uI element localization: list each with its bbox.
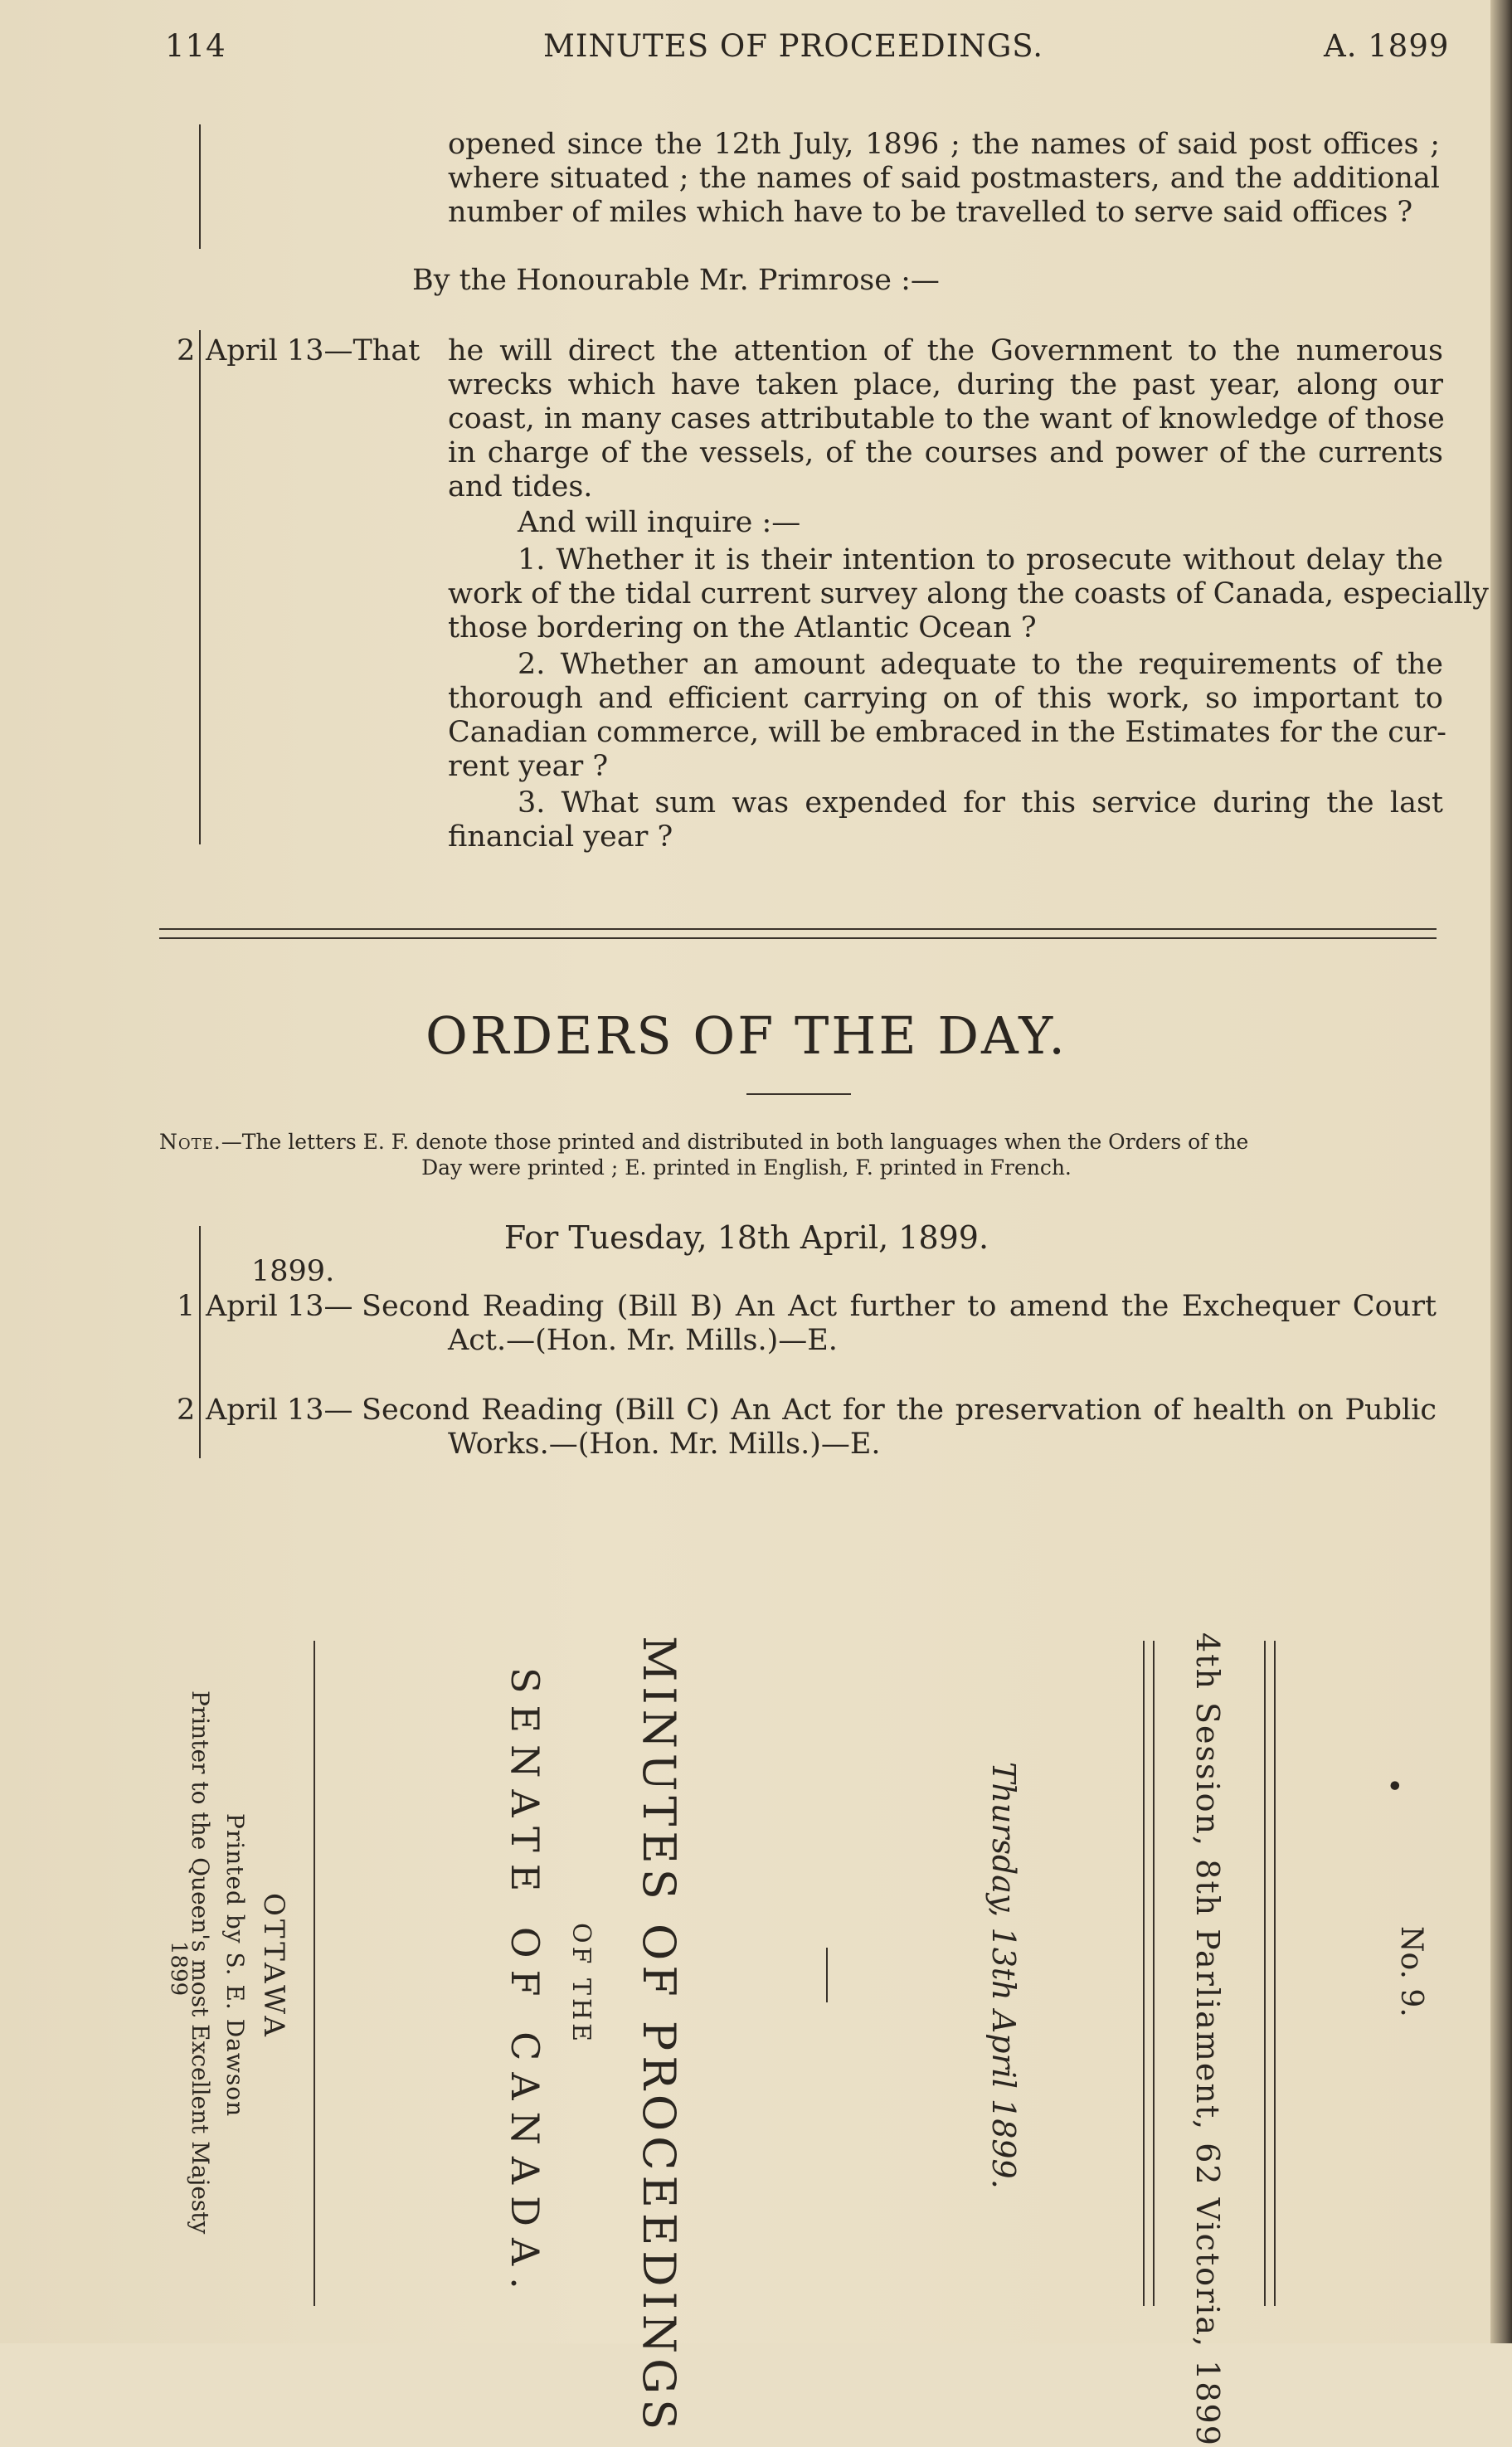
cover-printed-by: Printed by S. E. Dawson <box>221 1813 249 2118</box>
running-title: MINUTES OF PROCEEDINGS. <box>543 28 1044 64</box>
cover-rule <box>1153 1641 1155 2306</box>
orders-year: 1899. <box>251 1255 335 1288</box>
cover-printer-to: Printer to the Queen's most Excellent Majesty <box>187 1691 214 2235</box>
order-number: 1 <box>177 1290 196 1323</box>
primrose-intro: By the Honourable Mr. Primrose :— <box>412 264 940 297</box>
notice-number: 2 <box>177 334 196 367</box>
question-1-line: those bordering on the Atlantic Ocean ? <box>448 611 1037 645</box>
margin-rule <box>199 124 201 249</box>
question-3-line: 3. What sum was expended for this service during the last <box>518 786 1443 820</box>
cover-number: No. 9. <box>1394 1926 1428 2017</box>
book-spine-shadow <box>1490 0 1512 2343</box>
cover-title: MINUTES OF PROCEEDINGS <box>633 1636 685 2435</box>
question-1-line: work of the tidal current survey along the coasts of Canada, especially <box>448 577 1489 611</box>
note-line-2: Day were printed ; E. printed in English, F. printed in French. <box>421 1155 1072 1180</box>
order-text-cont: Act.—(Hon. Mr. Mills.)—E. <box>448 1324 838 1357</box>
short-rule <box>746 1093 851 1095</box>
question-2-line: 2. Whether an amount adequate to the requirements of the <box>518 648 1443 681</box>
cover-short-rule <box>826 1948 828 2002</box>
divider-rule <box>159 928 1437 930</box>
text-line: where situated ; the names of said postmasters, and the additional <box>448 162 1440 195</box>
margin-rule <box>199 1226 201 1458</box>
note-text: —The letters E. F. denote those printed and distributed in both languages when the Orders of the <box>221 1130 1249 1154</box>
page-number: 114 <box>165 28 226 64</box>
divider-rule <box>159 937 1437 939</box>
cover-of-the: OF THE <box>566 1923 596 2046</box>
question-2-line: Canadian commerce, will be embraced in the Estimates for the cur- <box>448 716 1446 749</box>
question-2-line: thorough and efficient carrying on of this work, so important to <box>448 682 1443 715</box>
order-date: April 13— <box>206 1290 353 1323</box>
cover-session: 4th Session, 8th Parliament, 62 Victoria, 1899 <box>1189 1632 1226 2447</box>
order-text: Second Reading (Bill B) An Act further to amend the Exchequer Court <box>362 1290 1437 1323</box>
order-text-cont: Works.—(Hon. Mr. Mills.)—E. <box>448 1428 881 1461</box>
cover-rule <box>1143 1641 1145 2306</box>
cover-rule <box>1264 1641 1266 2306</box>
order-date: April 13— <box>206 1394 353 1427</box>
cover-printer-year: 1899 <box>166 1941 191 1997</box>
question-1-line: 1. Whether it is their intention to prosecute without delay the <box>518 543 1443 576</box>
cover-rule <box>314 1641 315 2306</box>
text-line: in charge of the vessels, of the courses and power of the currents <box>448 436 1443 469</box>
text-line: opened since the 12th July, 1896 ; the names of said post offices ; <box>448 128 1440 161</box>
cover-date: Thursday, 13th April 1899. <box>985 1762 1022 2189</box>
text-line: and tides. <box>448 470 593 504</box>
text-line: coast, in many cases attributable to the want of knowledge of those <box>448 402 1445 435</box>
cover-bullet: • <box>1376 1777 1410 1795</box>
cover-senate: SENATE OF CANADA. <box>503 1667 547 2301</box>
header-year: A. 1899 <box>1324 28 1450 64</box>
note-line-1 <box>159 1130 1248 1155</box>
order-text: Second Reading (Bill C) An Act for the preservation of health on Public <box>362 1394 1437 1427</box>
text-line: number of miles which have to be travelled to serve said offices ? <box>448 196 1413 229</box>
cover-city: OTTAWA <box>257 1893 290 2040</box>
text-line: wrecks which have taken place, during the past year, along our <box>448 368 1443 401</box>
cover-rule <box>1274 1641 1276 2306</box>
question-3-line: financial year ? <box>448 820 673 854</box>
text-line: he will direct the attention of the Government to the numerous <box>448 334 1443 367</box>
margin-rule <box>199 330 201 844</box>
inquire-line: And will inquire :— <box>518 506 801 539</box>
question-2-line: rent year ? <box>448 750 609 783</box>
notice-date: April 13—That <box>206 334 421 367</box>
order-number: 2 <box>177 1394 196 1427</box>
orders-date-heading: For Tuesday, 18th April, 1899. <box>503 1219 989 1256</box>
note-label: Note. <box>159 1130 221 1154</box>
orders-heading: ORDERS OF THE DAY. <box>425 1005 1067 1066</box>
